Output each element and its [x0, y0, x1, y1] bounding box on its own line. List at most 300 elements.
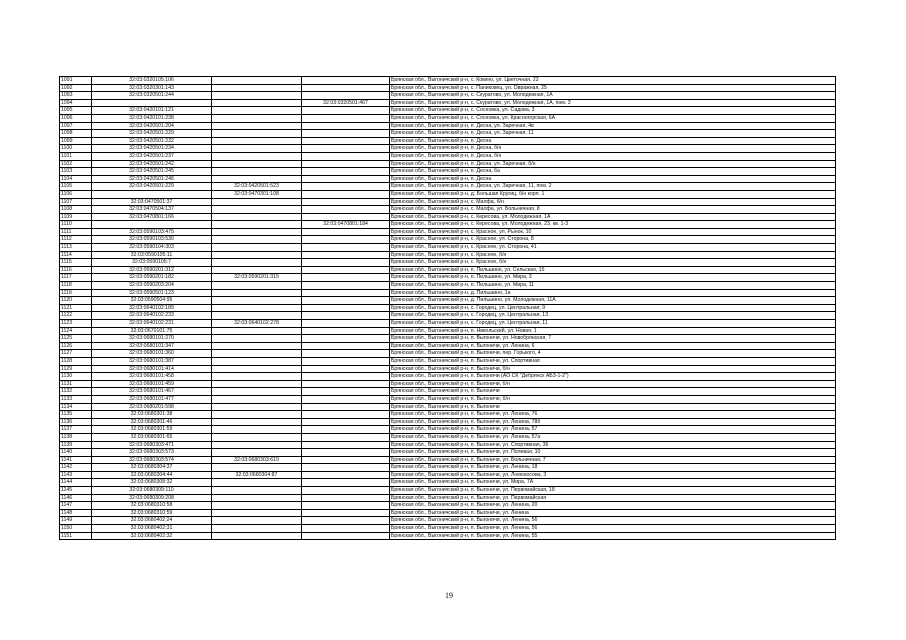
table-row — [60, 502, 836, 510]
address-cell: Брянская обл., Выгоничский р-н, п. Выгоничи, ул. Больничная, 7 — [390, 456, 836, 464]
address-cell: Брянская обл., Выгоничский р-н, п. Выгоничи, ул. Ленина, 78б — [390, 418, 836, 426]
linked-number-cell — [212, 259, 302, 267]
address-cell: Брянская обл., Выгоничский р-н, п. Десна — [390, 175, 836, 183]
row-number-cell: 1117 — [60, 274, 92, 282]
linked-number-cell — [212, 426, 302, 434]
linked-number-cell — [212, 380, 302, 388]
premises-number-cell — [302, 441, 390, 449]
cadastral-number-cell: 32:03:0680301:38 — [92, 411, 212, 419]
row-number-cell: 1151 — [60, 532, 92, 540]
row-number-cell: 1135 — [60, 411, 92, 419]
table-row — [60, 122, 836, 130]
cadastral-number-cell: 32:03:0420501:234 — [92, 145, 212, 153]
cadastral-number-cell: 32:03:0670101:75 — [92, 327, 212, 335]
row-number-cell: 1145 — [60, 487, 92, 495]
table-row — [60, 160, 836, 168]
cadastral-number-cell: 32:03:0420101:121 — [92, 107, 212, 115]
row-number-cell: 1121 — [60, 304, 92, 312]
cadastral-number-cell: 32:03:0680301:65 — [92, 433, 212, 441]
table-row — [60, 479, 836, 487]
address-cell: Брянская обл., Выгоничский р-н, п. Выгоничи (АО СК "Дебрянск АБЗ-1-2") — [390, 373, 836, 381]
linked-number-cell — [212, 525, 302, 533]
cadastral-number-cell: 32:03:0590501:123 — [92, 289, 212, 297]
table-row — [60, 236, 836, 244]
address-cell: Брянская обл., Выгоничский р-н, п. Пильшино, ул. Мира, 11 — [390, 282, 836, 290]
row-number-cell: 1149 — [60, 517, 92, 525]
cadastral-number-cell: 32:03:0590504:95 — [92, 297, 212, 305]
linked-number-cell — [212, 418, 302, 426]
linked-number-cell — [212, 304, 302, 312]
table-row — [60, 433, 836, 441]
address-cell: Брянская обл., Выгоничский р-н, п. Выгоничи, ул. Первомайская, 18 — [390, 487, 836, 495]
premises-number-cell — [302, 183, 390, 191]
premises-number-cell — [302, 388, 390, 396]
premises-number-cell — [302, 114, 390, 122]
row-number-cell: 1141 — [60, 456, 92, 464]
cadastral-number-cell: 32:03:0590103:475 — [92, 228, 212, 236]
address-cell: Брянская обл., Выгоничский р-н, п. Выгоничи, ул. Новобрянская, 7 — [390, 335, 836, 343]
table-row — [60, 517, 836, 525]
table-row — [60, 456, 836, 464]
table-row — [60, 228, 836, 236]
address-cell: Брянская обл., Выгоничский р-н, п. Выгоничи — [390, 403, 836, 411]
premises-number-cell — [302, 122, 390, 130]
linked-number-cell — [212, 213, 302, 221]
row-number-cell: 1134 — [60, 403, 92, 411]
table-row — [60, 92, 836, 100]
linked-number-cell — [212, 152, 302, 160]
table-row — [60, 221, 836, 229]
address-cell: Брянская обл., Выгоничский р-н, п. Выгоничи, пер. Горького, 4 — [390, 350, 836, 358]
address-cell: Брянская обл., Выгоничский р-н, с. Городец, ул. Центральная, 13 — [390, 312, 836, 320]
premises-number-cell — [302, 342, 390, 350]
linked-number-cell — [212, 266, 302, 274]
linked-number-cell — [212, 464, 302, 472]
cadastral-number-cell: 32:03:0680201:598 — [92, 403, 212, 411]
premises-number-cell — [302, 517, 390, 525]
cadastral-number-cell: 32:03:0680309:208 — [92, 494, 212, 502]
address-cell: Брянская обл., Выгоничский р-н, п. Пильшино, ул. Сельская, 1б — [390, 266, 836, 274]
table-row — [60, 77, 836, 85]
premises-number-cell — [302, 335, 390, 343]
row-number-cell: 1118 — [60, 282, 92, 290]
table-row — [60, 464, 836, 472]
premises-number-cell — [302, 525, 390, 533]
address-cell: Брянская обл., Выгоничский р-н, п. Выгоничи, ул. Ленина, 56 — [390, 525, 836, 533]
row-number-cell: 1114 — [60, 251, 92, 259]
table-row — [60, 190, 836, 198]
premises-number-cell — [302, 84, 390, 92]
row-number-cell: 1110 — [60, 221, 92, 229]
cadastral-number-cell: 32:03:0470801:166 — [92, 213, 212, 221]
premises-number-cell — [302, 160, 390, 168]
cadastral-number-cell: 32:03:0680310:58 — [92, 502, 212, 510]
premises-number-cell — [302, 130, 390, 138]
cadastral-number-cell — [92, 221, 212, 229]
address-cell: Брянская обл., Выгоничский р-н, п. Выгоничи, ул. Полевая, 10 — [390, 449, 836, 457]
linked-number-cell — [212, 251, 302, 259]
premises-number-cell — [302, 373, 390, 381]
row-number-cell: 1104 — [60, 175, 92, 183]
address-cell: Брянская обл., Выгоничский р-н, с. Красное, ул. Сторона, 41 — [390, 244, 836, 252]
row-number-cell: 1142 — [60, 464, 92, 472]
cadastral-number-cell: 32:03:0420501:232 — [92, 137, 212, 145]
cadastral-number-cell: 32:03:0680101:347 — [92, 342, 212, 350]
premises-number-cell — [302, 327, 390, 335]
linked-number-cell: 32:03:0680304:87 — [212, 471, 302, 479]
cadastral-number-cell: 32:03:0680402:32 — [92, 532, 212, 540]
table-row — [60, 274, 836, 282]
address-cell: Брянская обл., Выгоничский р-н, с. Малфа, ул. Больничная, 8 — [390, 206, 836, 214]
cadastral-number-cell: 32:03:0680310:59 — [92, 509, 212, 517]
table-row — [60, 373, 836, 381]
table-row — [60, 365, 836, 373]
cadastral-number-cell: 32:03:0420501:245 — [92, 168, 212, 176]
address-cell: Брянская обл., Выгоничский р-н, п. Выгоничи, ул. Ломоносова, 3 — [390, 471, 836, 479]
linked-number-cell: 32:03:0420501:523 — [212, 183, 302, 191]
linked-number-cell — [212, 297, 302, 305]
cadastral-number-cell: 32:03:0470504:137 — [92, 206, 212, 214]
row-number-cell: 1100 — [60, 145, 92, 153]
row-number-cell: 1148 — [60, 509, 92, 517]
linked-number-cell — [212, 487, 302, 495]
premises-number-cell — [302, 479, 390, 487]
row-number-cell: 1146 — [60, 494, 92, 502]
linked-number-cell — [212, 509, 302, 517]
row-number-cell: 1116 — [60, 266, 92, 274]
linked-number-cell: 32:03:0590201:315 — [212, 274, 302, 282]
address-cell: Брянская обл., Выгоничский р-н, п. Выгоничи — [390, 388, 836, 396]
linked-number-cell — [212, 388, 302, 396]
premises-number-cell — [302, 357, 390, 365]
row-number-cell: 1138 — [60, 433, 92, 441]
row-number-cell: 1136 — [60, 418, 92, 426]
linked-number-cell — [212, 236, 302, 244]
linked-number-cell — [212, 160, 302, 168]
table-row — [60, 312, 836, 320]
linked-number-cell — [212, 92, 302, 100]
row-number-cell: 1105 — [60, 183, 92, 191]
table-row — [60, 84, 836, 92]
cadastral-number-cell: 32:03:0680303:471 — [92, 441, 212, 449]
linked-number-cell — [212, 350, 302, 358]
linked-number-cell: 32:03:0680303:619 — [212, 456, 302, 464]
premises-number-cell — [302, 259, 390, 267]
cadastral-number-cell: 32:03:0680402:31 — [92, 525, 212, 533]
address-cell: Брянская обл., Выгоничский р-н, п. Десна — [390, 137, 836, 145]
row-number-cell: 1124 — [60, 327, 92, 335]
linked-number-cell — [212, 532, 302, 540]
linked-number-cell — [212, 433, 302, 441]
row-number-cell: 1144 — [60, 479, 92, 487]
cadastral-number-cell: 32:03:0680101:458 — [92, 373, 212, 381]
table-row — [60, 130, 836, 138]
premises-number-cell — [302, 509, 390, 517]
linked-number-cell — [212, 494, 302, 502]
address-cell: Брянская обл., Выгоничский р-н, п. Выгоничи, ул. Ленина, 76 — [390, 411, 836, 419]
row-number-cell: 1093 — [60, 92, 92, 100]
linked-number-cell — [212, 289, 302, 297]
table-row — [60, 99, 836, 107]
premises-number-cell — [302, 380, 390, 388]
table-row — [60, 494, 836, 502]
address-cell: Брянская обл., Выгоничский р-н, п. Десна, ул. Заречная, б/н — [390, 160, 836, 168]
table-row — [60, 327, 836, 335]
linked-number-cell — [212, 335, 302, 343]
cadastral-number-cell: 32:03:0420501:237 — [92, 152, 212, 160]
linked-number-cell — [212, 145, 302, 153]
row-number-cell: 1096 — [60, 114, 92, 122]
cadastral-number-cell: 32:03:0680303:573 — [92, 449, 212, 457]
address-cell: Брянская обл., Выгоничский р-н, п. Выгоничи, ул. Ленина, 6 — [390, 342, 836, 350]
premises-number-cell — [302, 365, 390, 373]
row-number-cell: 1101 — [60, 152, 92, 160]
table-row — [60, 206, 836, 214]
table-row — [60, 320, 836, 328]
cadastral-number-cell: 32:03:0420501:246 — [92, 175, 212, 183]
page-number: 19 — [445, 591, 453, 600]
linked-number-cell — [212, 221, 302, 229]
linked-number-cell — [212, 517, 302, 525]
row-number-cell: 1112 — [60, 236, 92, 244]
row-number-cell: 1120 — [60, 297, 92, 305]
address-cell: Брянская обл., Выгоничский р-н, п. Десна, ул. Заречная, 11, пом. 2 — [390, 183, 836, 191]
row-number-cell: 1103 — [60, 168, 92, 176]
linked-number-cell — [212, 479, 302, 487]
address-cell: Брянская обл., Выгоничский р-н, с. Красное, ул. Рынок, 10 — [390, 228, 836, 236]
linked-number-cell — [212, 312, 302, 320]
table-row — [60, 244, 836, 252]
address-cell: Брянская обл., Выгоничский р-н, п. Выгоничи, ул. Ленина, 57 — [390, 426, 836, 434]
premises-number-cell — [302, 175, 390, 183]
row-number-cell: 1130 — [60, 373, 92, 381]
row-number-cell: 1098 — [60, 130, 92, 138]
address-cell: Брянская обл., Выгоничский р-н, п. Пильшино, ул. Мира, 3 — [390, 274, 836, 282]
address-cell: Брянская обл., Выгоничский р-н, п. Выгоничи, б/н — [390, 395, 836, 403]
cadastral-number-cell: 32:03:0680101:414 — [92, 365, 212, 373]
premises-number-cell — [302, 244, 390, 252]
premises-number-cell — [302, 152, 390, 160]
linked-number-cell — [212, 502, 302, 510]
premises-number-cell — [302, 137, 390, 145]
row-number-cell: 1147 — [60, 502, 92, 510]
row-number-cell: 1102 — [60, 160, 92, 168]
table-row — [60, 175, 836, 183]
cadastral-number-cell: 32:03:0680101:459 — [92, 380, 212, 388]
table-row — [60, 525, 836, 533]
linked-number-cell — [212, 122, 302, 130]
linked-number-cell — [212, 449, 302, 457]
premises-number-cell — [302, 168, 390, 176]
row-number-cell: 1097 — [60, 122, 92, 130]
table-row — [60, 342, 836, 350]
premises-number-cell — [302, 107, 390, 115]
table-row — [60, 213, 836, 221]
address-cell: Брянская обл., Выгоничский р-н, д. Большая Кругиц, б/н корп. 1 — [390, 190, 836, 198]
address-cell: Брянская обл., Выгоничский р-н, п. Десна, ул. Заречная, 4в — [390, 122, 836, 130]
table-row — [60, 183, 836, 191]
linked-number-cell — [212, 228, 302, 236]
row-number-cell: 1099 — [60, 137, 92, 145]
row-number-cell: 1091 — [60, 77, 92, 85]
cadastral-number-cell: 32:03:0320501:244 — [92, 92, 212, 100]
address-cell: Брянская обл., Выгоничский р-н, с. Красное, б/н — [390, 259, 836, 267]
premises-number-cell — [302, 92, 390, 100]
table-row — [60, 418, 836, 426]
address-cell: Брянская обл., Выгоничский р-н, с. Скуратово, ул. Молодежная, 1А — [390, 92, 836, 100]
cadastral-number-cell: 32:03:0680101:467 — [92, 388, 212, 396]
premises-number-cell — [302, 471, 390, 479]
address-cell: Брянская обл., Выгоничский р-н, п. Выгоничи, ул. Ленина, 20 — [390, 502, 836, 510]
linked-number-cell — [212, 411, 302, 419]
linked-number-cell — [212, 403, 302, 411]
linked-number-cell — [212, 441, 302, 449]
row-number-cell: 1109 — [60, 213, 92, 221]
table-row — [60, 350, 836, 358]
address-cell: Брянская обл., Выгоничский р-н, п. Десна, б/н — [390, 152, 836, 160]
linked-number-cell: 32:03:0640102:278 — [212, 320, 302, 328]
linked-number-cell — [212, 84, 302, 92]
address-cell: Брянская обл., Выгоничский р-н, п. Десна, 6а — [390, 168, 836, 176]
table-row — [60, 395, 836, 403]
linked-number-cell — [212, 342, 302, 350]
premises-number-cell — [302, 464, 390, 472]
linked-number-cell — [212, 130, 302, 138]
address-cell: Брянская обл., Выгоничский р-н, с. Сосновка, ул. Садова, 3 — [390, 107, 836, 115]
premises-number-cell — [302, 274, 390, 282]
linked-number-cell — [212, 357, 302, 365]
address-cell: Брянская обл., Выгоничский р-н, с. Городец, ул. Центральная, 11 — [390, 320, 836, 328]
linked-number-cell — [212, 99, 302, 107]
premises-number-cell — [302, 145, 390, 153]
row-number-cell: 1127 — [60, 350, 92, 358]
linked-number-cell — [212, 244, 302, 252]
address-cell: Брянская обл., Выгоничский р-н, п. Выгоничи, ул. Мира, 7А — [390, 479, 836, 487]
row-number-cell: 1125 — [60, 335, 92, 343]
cadastral-number-cell: 32:03:0590203:204 — [92, 282, 212, 290]
address-cell: Брянская обл., Выгоничский р-н, д. Пильшино, ул. Молодежная, 11А — [390, 297, 836, 305]
cadastral-number-cell: 32:03:0590105:11 — [92, 251, 212, 259]
row-number-cell: 1150 — [60, 525, 92, 533]
row-number-cell: 1095 — [60, 107, 92, 115]
premises-number-cell — [302, 494, 390, 502]
address-cell: Брянская обл., Выгоничский р-н, п. Выгоничи, ул. Спортивная, 36 — [390, 441, 836, 449]
linked-number-cell — [212, 107, 302, 115]
premises-number-cell — [302, 297, 390, 305]
table-row — [60, 532, 836, 540]
cadastral-number-cell: 32:03:0640102:189 — [92, 304, 212, 312]
table-row — [60, 335, 836, 343]
address-cell: Брянская обл., Выгоничский р-н, с. Малфа, б/н — [390, 198, 836, 206]
cadastral-number-cell: 32:03:0420501:229 — [92, 183, 212, 191]
premises-number-cell — [302, 403, 390, 411]
address-cell: Брянская обл., Выгоничский р-н, п. Выгоничи, ул. Спортивная — [390, 357, 836, 365]
linked-number-cell — [212, 175, 302, 183]
cadastral-number-cell: 32:03:0590105:7 — [92, 259, 212, 267]
row-number-cell: 1106 — [60, 190, 92, 198]
address-cell: Брянская обл., Выгоничский р-н, с. Сосновка, ул. Красногорская, 6А — [390, 114, 836, 122]
premises-number-cell — [302, 77, 390, 85]
table-row — [60, 266, 836, 274]
row-number-cell: 1115 — [60, 259, 92, 267]
address-cell: Брянская обл., Выгоничский р-н, п. Выгоничи, ул. Первомайская — [390, 494, 836, 502]
table-row — [60, 426, 836, 434]
table-row — [60, 259, 836, 267]
address-cell: Брянская обл., Выгоничский р-н, п. Десна, б/н — [390, 145, 836, 153]
table-row — [60, 388, 836, 396]
cadastral-number-cell: 32:03:0420101:238 — [92, 114, 212, 122]
premises-number-cell — [302, 456, 390, 464]
premises-number-cell — [302, 449, 390, 457]
premises-number-cell — [302, 426, 390, 434]
cadastral-number-cell: 32:03:0680101:270 — [92, 335, 212, 343]
linked-number-cell — [212, 206, 302, 214]
table-row — [60, 137, 836, 145]
premises-number-cell — [302, 266, 390, 274]
linked-number-cell — [212, 395, 302, 403]
address-cell: Брянская обл., Выгоничский р-н, с. Кокино, ул. Цветочная, 22 — [390, 77, 836, 85]
row-number-cell: 1131 — [60, 380, 92, 388]
table-row — [60, 441, 836, 449]
address-cell: Брянская обл., Выгоничский р-н, п. Выгоничи, ул. Ленина, 18 — [390, 464, 836, 472]
premises-number-cell — [302, 251, 390, 259]
premises-number-cell — [302, 198, 390, 206]
linked-number-cell — [212, 373, 302, 381]
linked-number-cell — [212, 365, 302, 373]
address-cell: Брянская обл., Выгоничский р-н, с. Кересова, ул. Молодежная, 23, кв. 1-3 — [390, 221, 836, 229]
row-number-cell: 1122 — [60, 312, 92, 320]
cadastral-number-cell: 32:03:0680101:387 — [92, 357, 212, 365]
cadastral-number-cell: 32:03:0420501:242 — [92, 160, 212, 168]
premises-number-cell — [302, 190, 390, 198]
table-row — [60, 145, 836, 153]
premises-number-cell — [302, 350, 390, 358]
address-cell: Брянская обл., Выгоничский р-н, п. Выгоничи, б/н — [390, 380, 836, 388]
premises-number-cell — [302, 236, 390, 244]
cadastral-number-cell: 32:03:0680301:59 — [92, 426, 212, 434]
registry-table — [59, 76, 836, 540]
row-number-cell: 1139 — [60, 441, 92, 449]
cadastral-number-cell: 32:03:0590104:303 — [92, 244, 212, 252]
cadastral-number-cell: 32:03:0420501:229 — [92, 130, 212, 138]
table-row — [60, 380, 836, 388]
table-row — [60, 198, 836, 206]
cadastral-number-cell — [92, 190, 212, 198]
row-number-cell: 1133 — [60, 395, 92, 403]
cadastral-number-cell: 32:03:0470501:37 — [92, 198, 212, 206]
premises-number-cell — [302, 312, 390, 320]
address-cell: Брянская обл., Выгоничский р-н, с. Скуратово, ул. Молодежная, 1А, пом. 3 — [390, 99, 836, 107]
row-number-cell: 1092 — [60, 84, 92, 92]
row-number-cell: 1143 — [60, 471, 92, 479]
premises-number-cell — [302, 289, 390, 297]
linked-number-cell: 32:03:0470301:108 — [212, 190, 302, 198]
cadastral-number-cell: 32:03:0640102:231 — [92, 320, 212, 328]
table-row — [60, 403, 836, 411]
cadastral-number-cell: 32:03:0640102:233 — [92, 312, 212, 320]
table-row — [60, 297, 836, 305]
cadastral-number-cell: 32:03:0420501:204 — [92, 122, 212, 130]
premises-number-cell — [302, 433, 390, 441]
table-row — [60, 282, 836, 290]
linked-number-cell — [212, 168, 302, 176]
address-cell: Брянская обл., Выгоничский р-н, с. Паниковец, ул. Овражная, 25 — [390, 84, 836, 92]
table-row — [60, 289, 836, 297]
table-row — [60, 471, 836, 479]
row-number-cell: 1129 — [60, 365, 92, 373]
table-row — [60, 152, 836, 160]
linked-number-cell — [212, 327, 302, 335]
